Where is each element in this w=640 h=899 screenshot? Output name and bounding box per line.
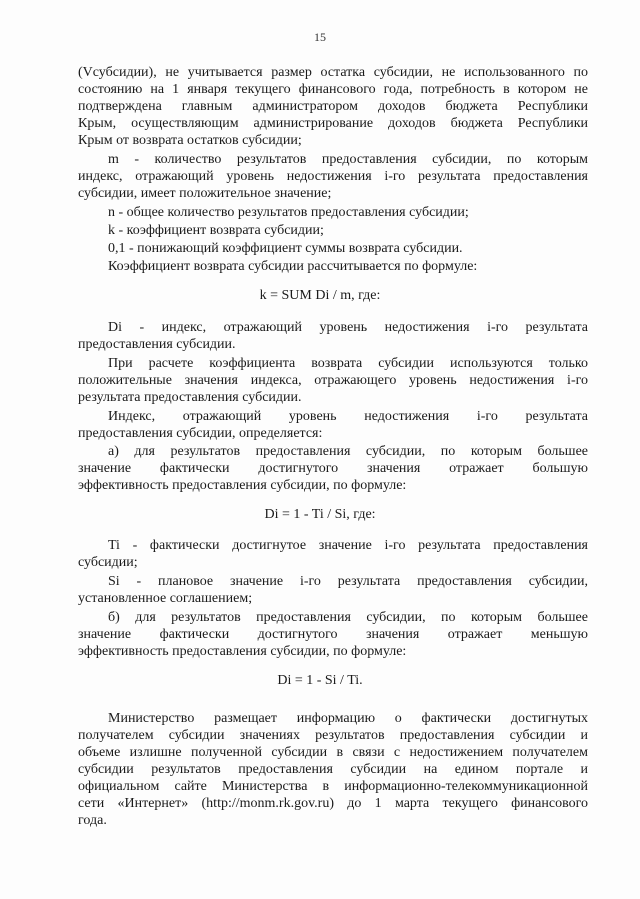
text-line: положительные значения индекса, отражающего уровень недостижения i-го xyxy=(78,373,588,388)
text-line: субсидии, имеет положительное значение; xyxy=(78,186,332,201)
text-line: n - общее количество результатов предоставления субсидии; xyxy=(108,205,469,220)
text-line: Si - плановое значение i-го результата предоставления субсидии, xyxy=(108,574,588,589)
text-line: субсидии результатов предоставления субсидии на едином портале и xyxy=(78,762,588,777)
text-line: Коэффициент возврата субсидии рассчитывается по формуле: xyxy=(108,259,478,274)
text-line: состоянию на 1 января текущего финансового года, потребность в котором не xyxy=(78,82,588,97)
formula-di-b: Di = 1 - Si / Ti. xyxy=(277,673,363,688)
text-line: индекс, отражающий уровень недостижения i-го результата предоставления xyxy=(78,169,588,184)
text-line: Крым от возврата остатков субсидии; xyxy=(78,133,302,148)
text-line: получателем субсидии значениях результатов предоставления субсидии и xyxy=(78,728,588,743)
text-line: значение фактически достигнутого значения отражает большую xyxy=(78,461,588,476)
text-line: официальном сайте Министерства в информационно-телекоммуникационной xyxy=(78,779,588,794)
text-line: сети «Интернет» (http://monm.rk.gov.ru) до 1 марта текущего финансового xyxy=(78,796,588,811)
text-line: Di - индекс, отражающий уровень недостижения i-го результата xyxy=(108,320,588,335)
text-line: эффективность предоставления субсидии, по формуле: xyxy=(78,478,407,493)
text-line: Ti - фактически достигнутое значение i-го результата предоставления xyxy=(108,538,588,553)
text-line: m - количество результатов предоставления субсидии, по которым xyxy=(108,152,588,167)
text-line: k - коэффициент возврата субсидии; xyxy=(108,223,324,238)
text-line: Министерство размещает информацию о фактически достигнутых xyxy=(108,711,588,726)
text-line: Индекс, отражающий уровень недостижения i-го результата xyxy=(108,409,588,424)
text-line: субсидии; xyxy=(78,555,138,570)
text-line: результата предоставления субсидии. xyxy=(78,390,302,405)
text-line: значение фактически достигнутого значения отражает меньшую xyxy=(78,627,588,642)
text-line: б) для результатов предоставления субсидии, по которым большее xyxy=(108,610,588,625)
formula-di-a: Di = 1 - Ti / Si, где: xyxy=(264,507,376,522)
text-line: предоставления субсидии. xyxy=(78,337,236,352)
text-line: эффективность предоставления субсидии, по формуле: xyxy=(78,644,407,659)
text-line: (Vсубсидии), не учитывается размер остатка субсидии, не использованного по xyxy=(78,65,588,80)
formula-k: k = SUM Di / m, где: xyxy=(259,288,381,303)
text-line: При расчете коэффициента возврата субсидии используются только xyxy=(108,356,588,371)
text-line: объеме излишне полученной субсидии в связи с недостижением получателем xyxy=(78,745,588,760)
page-number: 15 xyxy=(314,30,326,44)
text-line: предоставления субсидии, определяется: xyxy=(78,426,323,441)
text-line: Крым, осуществляющим администрирование доходов бюджета Республики xyxy=(78,116,588,131)
text-line: подтверждена главным администратором доходов бюджета Республики xyxy=(78,99,588,114)
text-line: установленное соглашением; xyxy=(78,591,253,606)
text-line: а) для результатов предоставления субсидии, по которым большее xyxy=(108,444,588,459)
text-line: года. xyxy=(78,813,107,828)
text-line: 0,1 - понижающий коэффициент суммы возврата субсидии. xyxy=(108,241,463,256)
